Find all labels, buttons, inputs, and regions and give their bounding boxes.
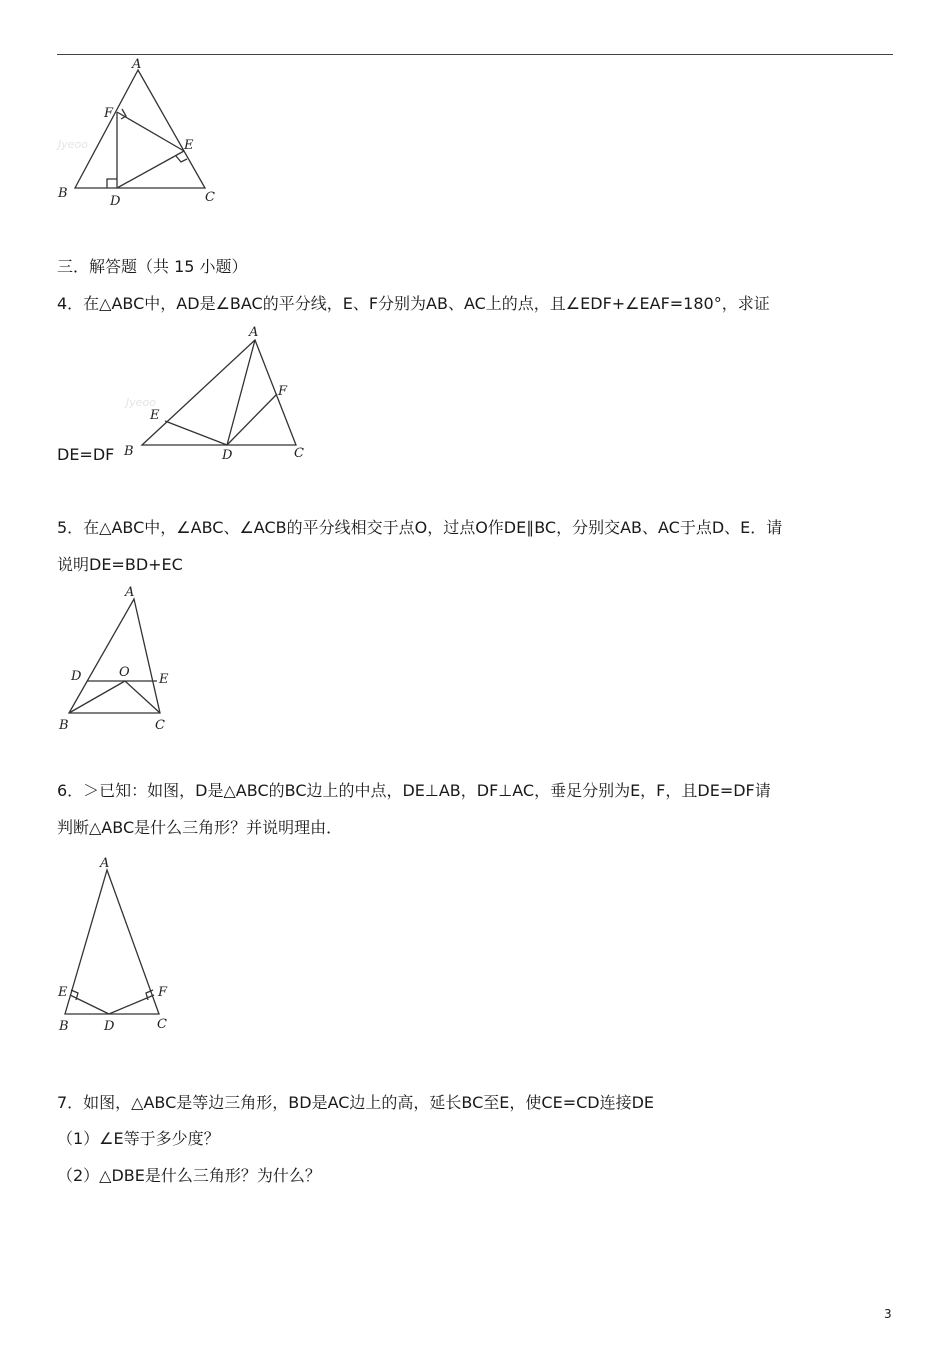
segment-df: [227, 394, 277, 445]
label-a: A: [249, 325, 259, 340]
triangle-abc: [65, 870, 159, 1014]
label-o: O: [119, 665, 130, 680]
triangle-abc: [142, 340, 296, 445]
triangle-abc: [75, 70, 205, 188]
label-e: E: [159, 672, 169, 687]
label-b: B: [59, 1019, 69, 1034]
label-c: C: [205, 190, 215, 205]
question-7-sub-2: （2）△DBE是什么三角形？为什么？: [57, 1166, 321, 1185]
segment-ad: [227, 340, 255, 445]
label-b: B: [59, 718, 69, 733]
segment-de: [117, 151, 184, 188]
segment-ed: [165, 421, 227, 445]
segment-co: [125, 681, 160, 713]
question-6-line-2: 判断△ABC是什么三角形？并说明理由．: [57, 818, 343, 837]
question-5-line-1: 5．在△ABC中，∠ABC、∠ACB的平分线相交于点O，过点O作DE∥BC，分别交AB、AC于点D、E．请: [57, 518, 783, 537]
question-4-line-1: 4．在△ABC中，AD是∠BAC的平分线，E、F分别为AB、AC上的点，且∠EDF+∠EAF=180°，求证: [57, 294, 770, 313]
label-f: F: [158, 985, 168, 1000]
question-7-sub-1: （1）∠E等于多少度？: [57, 1129, 220, 1148]
label-a: A: [125, 585, 135, 600]
label-e: E: [150, 408, 160, 423]
question-5-line-2: 说明DE=BD+EC: [57, 555, 183, 574]
label-a: A: [132, 57, 142, 72]
page-number: 3: [884, 1307, 892, 1321]
figure-q6: [55, 852, 185, 1034]
segment-fe: [117, 112, 184, 151]
label-f: F: [104, 106, 114, 121]
label-e: E: [184, 138, 194, 153]
label-d: D: [110, 194, 121, 209]
label-d: D: [71, 669, 82, 684]
label-d: D: [222, 448, 233, 463]
watermark: Jyeoo: [126, 396, 156, 409]
label-f: F: [278, 384, 288, 399]
label-c: C: [157, 1017, 167, 1032]
label-b: B: [124, 444, 134, 459]
section-heading: 三．解答题（共 15 小题）: [57, 257, 248, 276]
label-e: E: [58, 985, 68, 1000]
label-c: C: [294, 446, 304, 461]
right-angle-mark-e: [176, 156, 187, 162]
figure-q5: [55, 582, 185, 734]
label-d: D: [104, 1019, 115, 1034]
watermark: Jyeoo: [58, 138, 88, 151]
header-rule: [57, 54, 893, 55]
figure-triangle-perpendiculars: [50, 58, 230, 210]
label-a: A: [100, 856, 110, 871]
question-4-line-2: DE=DF: [57, 445, 115, 464]
segment-de: [70, 995, 109, 1014]
figure-q4: [120, 322, 320, 462]
right-angle-mark-d: [107, 179, 117, 188]
label-b: B: [58, 186, 68, 201]
question-6-line-1: 6．＞已知：如图，D是△ABC的BC边上的中点，DE⊥AB，DF⊥AC，垂足分别为E，F，且DE=DF请: [57, 781, 771, 800]
question-7-line-1: 7．如图，△ABC是等边三角形，BD是AC边上的高，延长BC至E，使CE=CD连接DE: [57, 1093, 655, 1112]
label-c: C: [155, 718, 165, 733]
triangle-abc: [69, 599, 160, 713]
